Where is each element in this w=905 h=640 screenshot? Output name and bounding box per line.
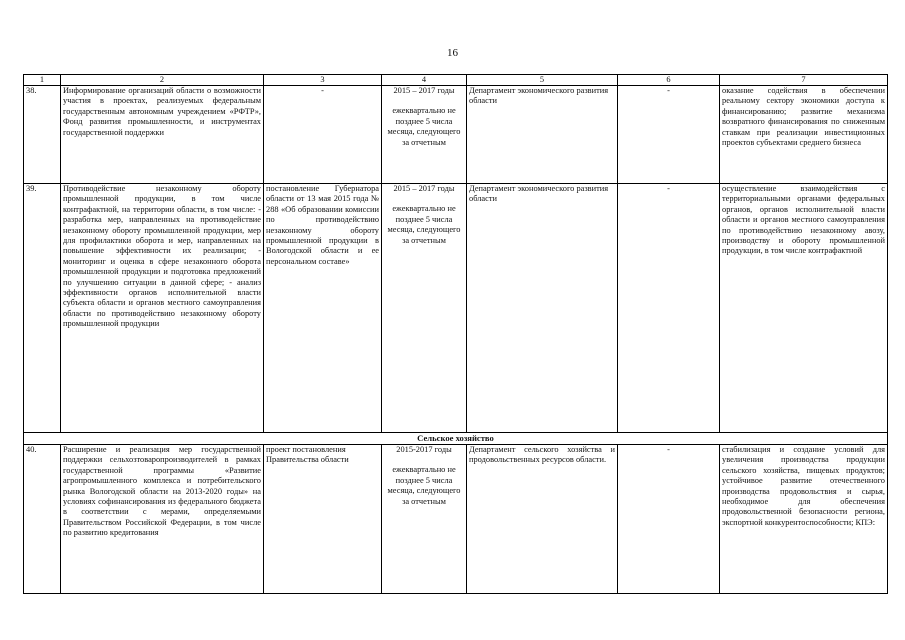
schedule-text: ежеквартально не позднее 5 числа месяца, следующего за отчетным: [387, 106, 461, 147]
row-number: 40.: [24, 445, 61, 594]
header-cell: 3: [264, 75, 382, 86]
header-row: [24, 75, 888, 86]
result-cell: осуществление взаимодействия с территориальными органами федеральных органов, органов исполнительной власти области и органов местного самоуправления по противодействию незаконному авозу, производству и обороту промышленной продукции, в том числе контрафактной: [720, 184, 888, 433]
cofinance-cell: -: [618, 184, 720, 433]
header-cell: 4: [382, 75, 467, 86]
action-plan-table: [23, 74, 888, 594]
document-cell: постановление Губернатора области от 13 мая 2015 года № 288 «Об образовании комиссии по противодействию незаконному обороту промышленной продукции в Вологодской области и ее персональном составе»: [264, 184, 382, 433]
period-text: 2015 – 2017 годы: [393, 184, 455, 193]
executor-cell: Департамент сельского хозяйства и продовольственных ресурсов области.: [467, 445, 618, 594]
schedule-text: ежеквартально не позднее 5 числа месяца, следующего за отчетным: [387, 465, 461, 506]
period-text: 2015-2017 годы: [396, 445, 452, 454]
header-cell: 2: [61, 75, 264, 86]
result-cell: стабилизация и создание условий для увеличения производства продукции сельского хозяйства, пищевых продуктов; устойчивое развитие отечественного производства продовольствия и сырья, необходимое для обеспечения продовольственной безопасности региона, экспортной конкурентоспособности; КПЭ:: [720, 445, 888, 594]
executor-cell: Департамент экономического развития области: [467, 86, 618, 184]
cofinance-cell: -: [618, 86, 720, 184]
section-title: Сельское хозяйство: [24, 433, 888, 445]
measure-cell: Расширение и реализация мер государственной поддержки сельхозтоваропроизводителей в рамках государственной программы «Развитие агропромышленного комплекса и потребительского рынка Вологодской области на 2013-2020 годы» на условиях софинансирования из федерального бюджета в соответствии с мерами, определяемыми Правительством Российской Федерации, в том числе по развитию кредитования: [61, 445, 264, 594]
schedule-text: ежеквартально не позднее 5 числа месяца, следующего за отчетным: [387, 204, 461, 245]
table-row: [24, 184, 888, 433]
document-cell: проект постановления Правительства области: [264, 445, 382, 594]
result-cell: оказание содействия в обеспечении реальному сектору экономики доступа к финансированию; развитие механизма возвратного финансирования по сниженным ставкам при реализации инвестиционных проектов субъектами среднего бизнеса: [720, 86, 888, 184]
period-cell: [382, 184, 467, 433]
header-cell: 5: [467, 75, 618, 86]
period-text: 2015 – 2017 годы: [393, 86, 455, 95]
row-number: 39.: [24, 184, 61, 433]
section-header-row: [24, 433, 888, 445]
period-cell: [382, 445, 467, 594]
measure-cell: Противодействие незаконному обороту промышленной продукции, в том числе контрафактной, на территории области, в том числе: - разработка мер, направленных на противодействие незаконному обороту промышленной продукции, мер для профилактики оборота и мер, направленных на повышение эффективности их реализации; - мониторинг и оценка в сфере незаконного оборота промышленной продукции и подготовка предложений по улучшению ситуации в данной сфере; - анализ эффективности органов исполнительной власти субъекта области и органов местного самоуправления области по противодействию незаконному обороту промышленной продукции: [61, 184, 264, 433]
document-cell: -: [264, 86, 382, 184]
row-number: 38.: [24, 86, 61, 184]
header-cell: 7: [720, 75, 888, 86]
cofinance-cell: -: [618, 445, 720, 594]
table-row: [24, 445, 888, 594]
page-number: 16: [447, 47, 458, 59]
header-cell: 1: [24, 75, 61, 86]
measure-cell: Информирование организаций области о возможности участия в проектах, реализуемых федеральным государственным автономным учреждением «РФТР», Фонд развития промышленности, и инструментах государственной поддержки: [61, 86, 264, 184]
header-cell: 6: [618, 75, 720, 86]
executor-cell: Департамент экономического развития области: [467, 184, 618, 433]
period-cell: [382, 86, 467, 184]
table-row: [24, 86, 888, 184]
